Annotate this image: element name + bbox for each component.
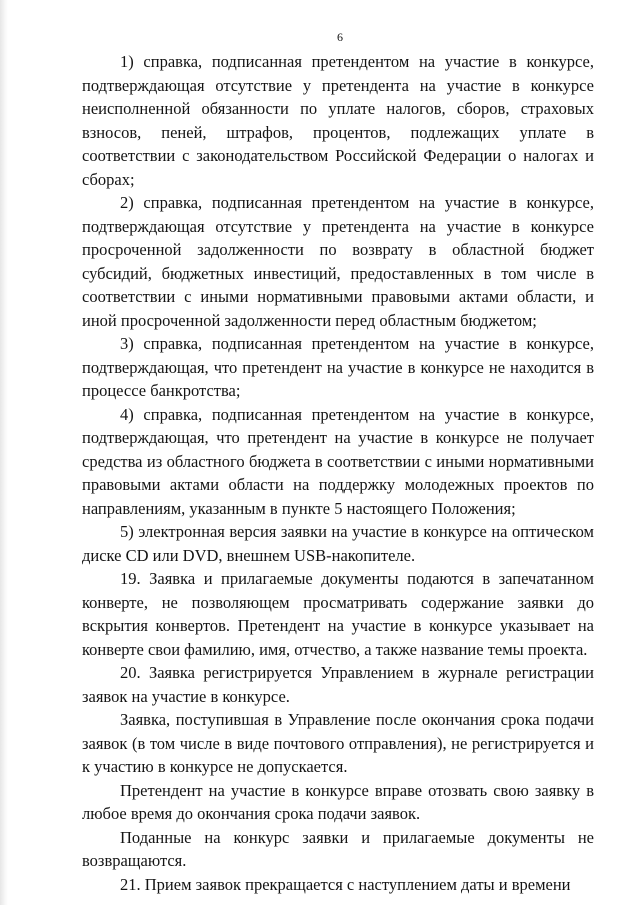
page-number: 6	[337, 30, 343, 44]
paragraph-clause-20: 20. Заявка регистрируется Управлением в журнале регистрации заявок на участие в конкурсе.	[82, 663, 594, 706]
paragraph-item-3-bankruptcy-certificate: 3) справка, подписанная претендентом на участие в конкурсе, подтверждающая, что претендент на участие в конкурсе не находится в процессе банкротства;	[82, 334, 594, 400]
paragraph-item-1-tax-certificate: 1) справка, подписанная претендентом на участие в конкурсе, подтверждающая отсутствие у претендента на участие в конкурсе неисполненной обязанности по уплате налогов, сборов, страховых взносов, пеней, штрафов, процентов, подлежащих уплате в соответствии с законодательством Российской Федерации о налогах и сборах;	[82, 52, 594, 189]
paragraph-item-2-debt-certificate: 2) справка, подписанная претендентом на участие в конкурсе, подтверждающая отсутствие у претендента на участие в конкурсе просроченной задолженности по возврату в областной бюджет субсидий, бюджетных инвестиций, предоставленных в том числе в соответствии с иными нормативными правовыми актами области, и иной просроченной задолженности перед областным бюджетом;	[82, 193, 594, 330]
paragraph-withdrawal: Претендент на участие в конкурсе вправе отозвать свою заявку в любое время до окончания срока подачи заявок.	[82, 780, 594, 823]
paragraph-no-return: Поданные на конкурс заявки и прилагаемые документы не возвращаются.	[82, 827, 594, 870]
paragraph-late-applications: Заявка, поступившая в Управление после окончания срока подачи заявок (в том числе в виде почтового отправления), не регистрируется и к участию в конкурсе не допускается.	[82, 710, 594, 776]
paragraph-item-4-funding-certificate: 4) справка, подписанная претендентом на участие в конкурсе, подтверждающая, что претендент на участие в конкурсе не получает средства из областного бюджета в соответствии с иными нормативными правовыми актами области на поддержку молодежных проектов по направлениям, указанным в пункте 5 настоящего Положения;	[82, 404, 594, 518]
document-body	[82, 50, 594, 896]
paragraph-clause-19: 19. Заявка и прилагаемые документы подаются в запечатанном конверте, не позволяющем просматривать содержание заявки до вскрытия конвертов. Претендент на участие в конкурсе указывает на конверте свои фамилию, имя, отчество, а также название темы проекта.	[82, 569, 594, 659]
paragraph-clause-21: 21. Прием заявок прекращается с наступлением даты и времени	[120, 874, 571, 894]
paragraph-item-5-electronic-version: 5) электронная версия заявки на участие в конкурсе на оптическом диске CD или DVD, внешнем USB-накопителе.	[82, 522, 594, 565]
